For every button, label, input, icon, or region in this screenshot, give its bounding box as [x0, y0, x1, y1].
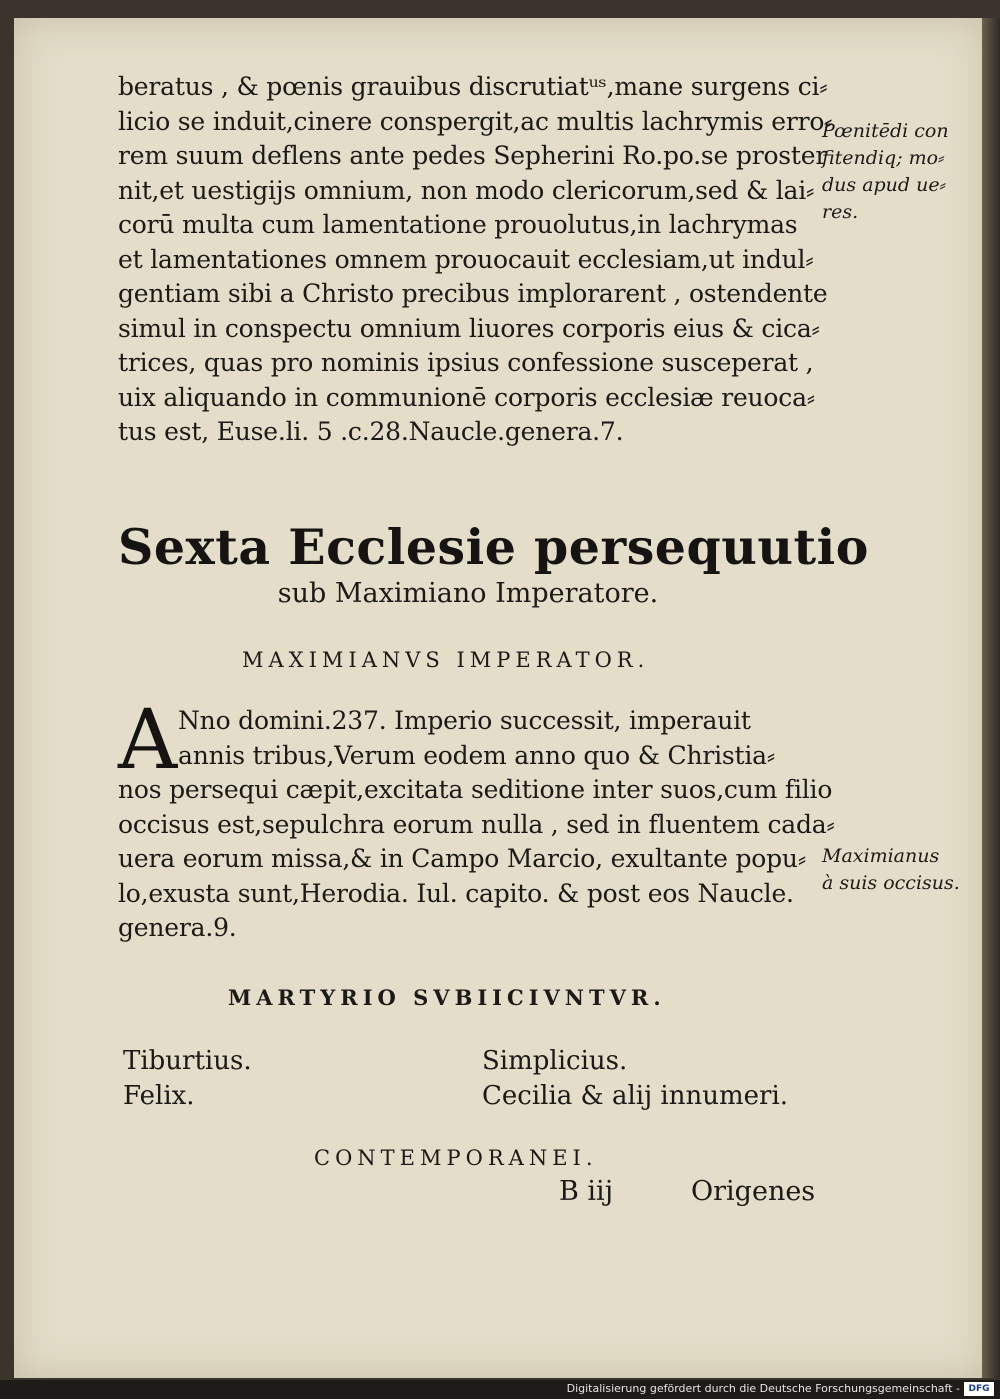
text-line: genera.9. [118, 913, 237, 942]
margin-note-maximianus [822, 843, 960, 897]
text-line: rem suum deflens ante pedes Sepherini Ro.po.se proster [118, 141, 828, 170]
martyr-name: Cecilia & alij innumeri. [482, 1081, 789, 1111]
margin-note-line: fitendiq; mo⸗ [822, 147, 945, 169]
text-line: tus est, Euse.li. 5 .c.28.Naucle.genera.7. [118, 417, 624, 446]
text-line: lo,exusta sunt,Herodia. Iul. capito. & post eos Naucle. [118, 878, 794, 908]
martyr-name: Felix. [123, 1081, 195, 1111]
text-line: beratus , & pœnis grauibus discrutiatᵘˢ,mane surgens ci⸗ [118, 72, 828, 101]
text-line: Nno domini.237. Imperio successit, imperauit [178, 706, 751, 735]
signature-mark: B iij [559, 1176, 614, 1207]
text-line: nit,et uestigijs omnium, non modo clericorum,sed & lai⸗ [118, 175, 815, 205]
section-heading: Sexta Ecclesie persequutio [118, 518, 869, 576]
contemporaries-caption: CONTEMPORANEI. [314, 1146, 598, 1170]
martyrs-caption: MARTYRIO SVBIICIVNTVR. [228, 985, 666, 1010]
margin-note-line: dus apud ue⸗ [822, 174, 946, 196]
martyr-name: Tiburtius. [123, 1046, 252, 1076]
text-line: licio se induit,cinere conspergit,ac multis lachrymis erro⸗ [118, 106, 833, 136]
emperor-caption: MAXIMIANVS IMPERATOR. [242, 648, 650, 672]
martyr-names-right [482, 1044, 788, 1114]
top-paragraph [118, 70, 833, 450]
margin-note-line: res. [822, 201, 859, 223]
text-line: gentiam sibi a Christo precibus implorarent , ostendente [118, 279, 828, 308]
martyr-name: Simplicius. [482, 1046, 628, 1076]
margin-note-line: Maximianus [822, 845, 940, 867]
text-line: corū multa cum lamentatione prouolutus,in lachrymas [118, 210, 798, 239]
text-line: nos persequi cæpit,excitata seditione inter suos,cum filio [118, 775, 833, 804]
text-line: et lamentationes omnem prouocauit ecclesiam,ut indul⸗ [118, 244, 814, 274]
text-line: uix aliquando in communionē corporis ecclesiæ reuoca⸗ [118, 382, 815, 412]
margin-note-line: Pœnitēdi con [822, 120, 949, 142]
text-line: trices, quas pro nominis ipsius confessione susceperat , [118, 348, 814, 377]
section-subheading: sub Maximiano Imperatore. [277, 578, 659, 609]
martyr-names-left [123, 1044, 252, 1114]
catchword: Origenes [691, 1176, 816, 1207]
text-line: annis tribus,Verum eodem anno quo & Christia⸗ [178, 740, 775, 770]
text-line: simul in conspectu omnium liuores corporis eius & cica⸗ [118, 313, 820, 343]
drop-capital: A [118, 693, 178, 788]
margin-note-penitence [822, 118, 949, 226]
text-line: uera eorum missa,& in Campo Marcio, exultante popu⸗ [118, 844, 806, 873]
footer-credit: Digitalisierung gefördert durch die Deutsche Forschungsgemeinschaft - [566, 1382, 960, 1395]
dfg-logo: DFG [964, 1382, 994, 1396]
margin-note-line: à suis occisus. [822, 872, 960, 894]
page-edge [982, 18, 1000, 1378]
text-line: occisus est,sepulchra eorum nulla , sed in fluentem cada⸗ [118, 809, 835, 839]
footer-bar [0, 1380, 1000, 1399]
body-paragraph [118, 693, 835, 946]
